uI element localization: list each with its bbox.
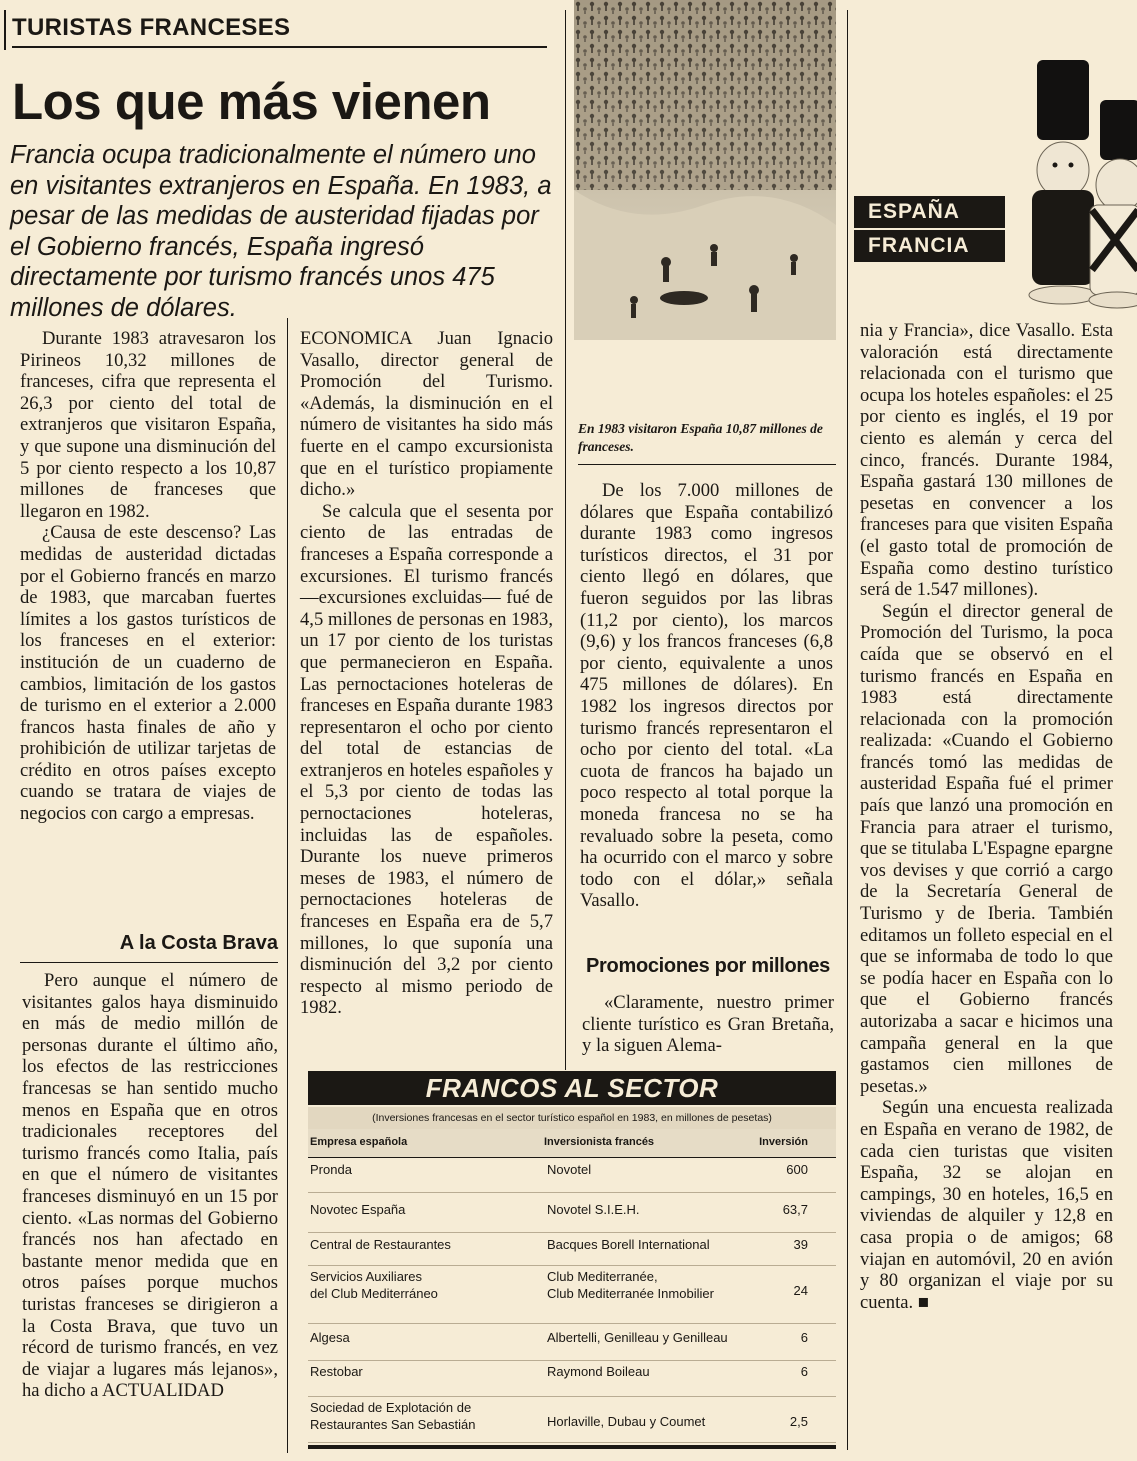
cell-empresa: Algesa bbox=[310, 1330, 350, 1345]
column-rule bbox=[847, 10, 848, 1450]
cell-empresa: Central de Restaurantes bbox=[310, 1237, 451, 1252]
table-title: FRANCOS AL SECTOR bbox=[308, 1071, 836, 1105]
row-divider bbox=[308, 1442, 836, 1443]
cell-inversionista: Bacques Borell International bbox=[547, 1237, 710, 1252]
table-row bbox=[308, 1268, 836, 1326]
cell-inversion: 6 bbox=[800, 1364, 808, 1379]
article-column-1 bbox=[20, 328, 276, 825]
row-divider bbox=[308, 1232, 836, 1233]
cell-inversionista: Horlaville, Dubau y Coumet bbox=[547, 1414, 706, 1429]
paragraph: ¿Causa de este descenso? Las medidas de austeridad dictadas por el Gobierno francés en marzo de 1983, que marcaban fuertes límites a los gastos turísticos de los franceses en el exterior: institución de un cuaderno de cambios, limitación de los gastos de turismo en el exterior a 2.000 francos hasta finales de año y prohibición de utilizar tarjetas de crédito en otros países excepto cuando se tratara de viajes de negocios con cargo a empresas. bbox=[20, 522, 276, 825]
article-column-4 bbox=[860, 320, 1113, 1313]
table-row bbox=[308, 1363, 836, 1399]
subheading-rule bbox=[20, 962, 278, 963]
cell-inversion: 24 bbox=[793, 1283, 808, 1298]
paragraph: Pero aunque el número de visitantes galos haya disminuido en más de medio millón de personas durante el último año, los efectos de las restricciones francesas se han sentido mucho menos en España que en otros tradicionales receptores del turismo francés como Italia, país en que el número de visitantes franceses disminuyó en un 15 por ciento. «Las normas del Gobierno francés nos han afectado en bastante menor medida que en otros países porque muchos turistas franceses se dirigieron a la Costa Brava, que tuvo un récord de turismo francés, en vez de viajar a lugares más lejanos», ha dicho a ACTUALIDAD bbox=[22, 970, 278, 1402]
cell-inversion: 600 bbox=[786, 1162, 808, 1177]
cell-inversionista: Novotel S.I.E.H. bbox=[547, 1202, 640, 1217]
row-divider bbox=[308, 1396, 836, 1397]
cell-inversionista: Novotel bbox=[547, 1162, 592, 1177]
cell-inversionista: Albertelli, Genilleau y Genilleau bbox=[547, 1330, 728, 1345]
toy-soldiers-illustration bbox=[852, 0, 1137, 320]
column-rule bbox=[565, 10, 566, 1070]
paragraph: «Claramente, nuestro primer cliente turístico es Gran Bretaña, y la siguen Alema- bbox=[582, 992, 834, 1057]
cell-empresa: Sociedad de Explotación de Restaurantes San Sebastián bbox=[310, 1400, 476, 1432]
table-row bbox=[308, 1399, 836, 1445]
table-header bbox=[308, 1129, 836, 1158]
paragraph: Durante 1983 atravesaron los Pirineos 10,32 millones de franceses, cifra que representa el 26,3 por ciento del total de extranjeros que visitaron España, y que supone una disminución del 5 por ciento respecto a los 10,87 millones de franceses que llegaron en 1982. bbox=[20, 328, 276, 522]
cell-inversion: 2,5 bbox=[789, 1414, 808, 1429]
paragraph: ECONOMICA Juan Ignacio Vasallo, director general de Promoción del Turismo. «Además, la disminución en el número de visitantes ha sido más fuerte en el campo excursionista que en el turístico propiamente dicho.» bbox=[300, 328, 553, 501]
paragraph: nia y Francia», dice Vasallo. Esta valoración está directamente relacionada con el turismo que ocupa los hoteles españoles: el 25 por ciento es inglés, el 19 por ciento es alemán y cerca del cinco, francés. Durante 1984, España gastará 130 millones de pesetas en convencer a los franceses para que visiten España (el gasto total de promoción de España como destino turístico será de 1.547 millones). bbox=[860, 320, 1113, 601]
column-header: Inversión bbox=[759, 1136, 808, 1148]
cell-empresa: Servicios Auxiliares del Club Mediterráneo bbox=[310, 1269, 438, 1301]
paragraph: Según el director general de Promoción del Turismo, la poca caída que se observó en el turismo francés en España en 1983 está directamente relacionada con la promoción realizada: «Cuando el Gobierno francés tomó las medidas de austeridad España fué el primer país que lanzó una promoción en Francia para atraer el turismo, que se titulaba L'Espagne epargne vos devises y que corrió a cargo de la Secretaría General de Turismo y de Iberia. También editamos un folleto especial en el que se informaba de todo lo que se podía hacer en España con lo que el Gobierno francés autorizaba a sacar e hicimos una campaña general en la que gastamos cien millones de pesetas.» bbox=[860, 600, 1113, 1097]
paragraph: Se calcula que el sesenta por ciento de las entradas de franceses a España corresponde a excursiones. El turismo francés —excursiones excluidas— fué de 4,5 millones de personas en 1983, un 17 por ciento de los turistas que permanecieron en España. Las pernoctaciones hoteleras de franceses en España durante 1983 representaron el ocho por ciento del total de estancias de extranjeros en hoteles españoles y el 5,3 por ciento de todas las pernoctaciones hoteleras, incluidas las de españoles. Durante los nueve primeros meses de 1983, el número de pernoctaciones hoteleras de franceses en España era de 5,7 millones, lo que suponía una disminución del 3,2 por ciento respecto al mismo periodo de 1982. bbox=[300, 500, 553, 1019]
table-row bbox=[308, 1161, 836, 1195]
article-column-3-continued bbox=[582, 992, 834, 1057]
beach-crowd-image bbox=[574, 0, 836, 340]
row-divider bbox=[308, 1192, 836, 1193]
cell-empresa: Novotec España bbox=[310, 1202, 406, 1217]
cell-inversionista: Club Mediterranée, Club Mediterranée Inmobilier bbox=[547, 1269, 714, 1301]
table-row bbox=[308, 1329, 836, 1363]
caption-rule bbox=[578, 464, 836, 465]
paragraph: De los 7.000 millones de dólares que España contabilizó durante 1983 como ingresos turísticos directos, el 31 por ciento llegó en dólares, que fueron seguidos por las libras (11,2 por ciento), los marcos (9,6) y los francos franceses (6,8 por ciento, equivalente a unos 475 millones de dólares). En 1982 los ingresos directos por turismo francés representaron el ocho por ciento del total. «La cuota de francos ha bajado un poco respecto al total porque la moneda francesa no se ha revaluado sobre la peseta, como ha ocurrido con el marco y sobre todo con el dólar,» señala Vasallo. bbox=[580, 480, 833, 912]
cell-inversionista: Raymond Boileau bbox=[547, 1364, 650, 1379]
cell-empresa: Restobar bbox=[310, 1364, 363, 1379]
subheading: A la Costa Brava bbox=[119, 932, 278, 954]
article-column-2 bbox=[300, 328, 553, 1019]
row-divider bbox=[308, 1265, 836, 1266]
cell-inversion: 63,7 bbox=[782, 1202, 808, 1217]
section-marker bbox=[4, 10, 6, 50]
deck: Francia ocupa tradicionalmente el número uno en visitantes extranjeros en España. En 1983, a pesar de las medidas de austeridad fijadas por el Gobierno francés, España ingresó directamente por turismo francés unos 475 millones de dólares. bbox=[10, 141, 552, 322]
column-header: Inversionista francés bbox=[544, 1136, 655, 1148]
row-divider bbox=[308, 1323, 836, 1324]
headline: Los que más vienen bbox=[12, 73, 491, 130]
table-row bbox=[308, 1236, 836, 1268]
article-column-1-continued bbox=[22, 970, 278, 1402]
table-bottom-rule bbox=[308, 1445, 836, 1449]
article-column-3 bbox=[580, 480, 833, 912]
investment-table bbox=[308, 1071, 836, 1451]
paragraph: Según una encuesta realizada en España en verano de 1982, de cada cien turistas que visiten España, 32 se alojan en campings, 30 en hoteles, 16,5 en viviendas de alquiler y 12,8 en casa propia o de amigos; 68 viajan en automóvil, 20 en avión y 80 organizan el viaje por su cuenta. ■ bbox=[860, 1097, 1113, 1313]
tag-espana: ESPAÑA bbox=[854, 196, 1005, 228]
tag-francia: FRANCIA bbox=[854, 230, 1005, 262]
table-row bbox=[308, 1201, 836, 1235]
column-rule bbox=[287, 318, 288, 1453]
cell-inversion: 39 bbox=[793, 1237, 808, 1252]
column-header: Empresa española bbox=[310, 1136, 408, 1148]
beach-photo bbox=[574, 0, 836, 340]
section-label: TURISTAS FRANCESES bbox=[12, 14, 547, 48]
cell-empresa: Pronda bbox=[310, 1162, 352, 1177]
row-divider bbox=[308, 1360, 836, 1361]
espana-francia-graphic bbox=[852, 0, 1137, 320]
subheading: Promociones por millones bbox=[586, 955, 830, 977]
cell-inversion: 6 bbox=[800, 1330, 808, 1345]
table-subtitle: (Inversiones francesas en el sector turístico español en 1983, en millones de pesetas) bbox=[308, 1107, 836, 1129]
photo-caption: En 1983 visitaron España 10,87 millones de franceses. bbox=[578, 421, 823, 454]
